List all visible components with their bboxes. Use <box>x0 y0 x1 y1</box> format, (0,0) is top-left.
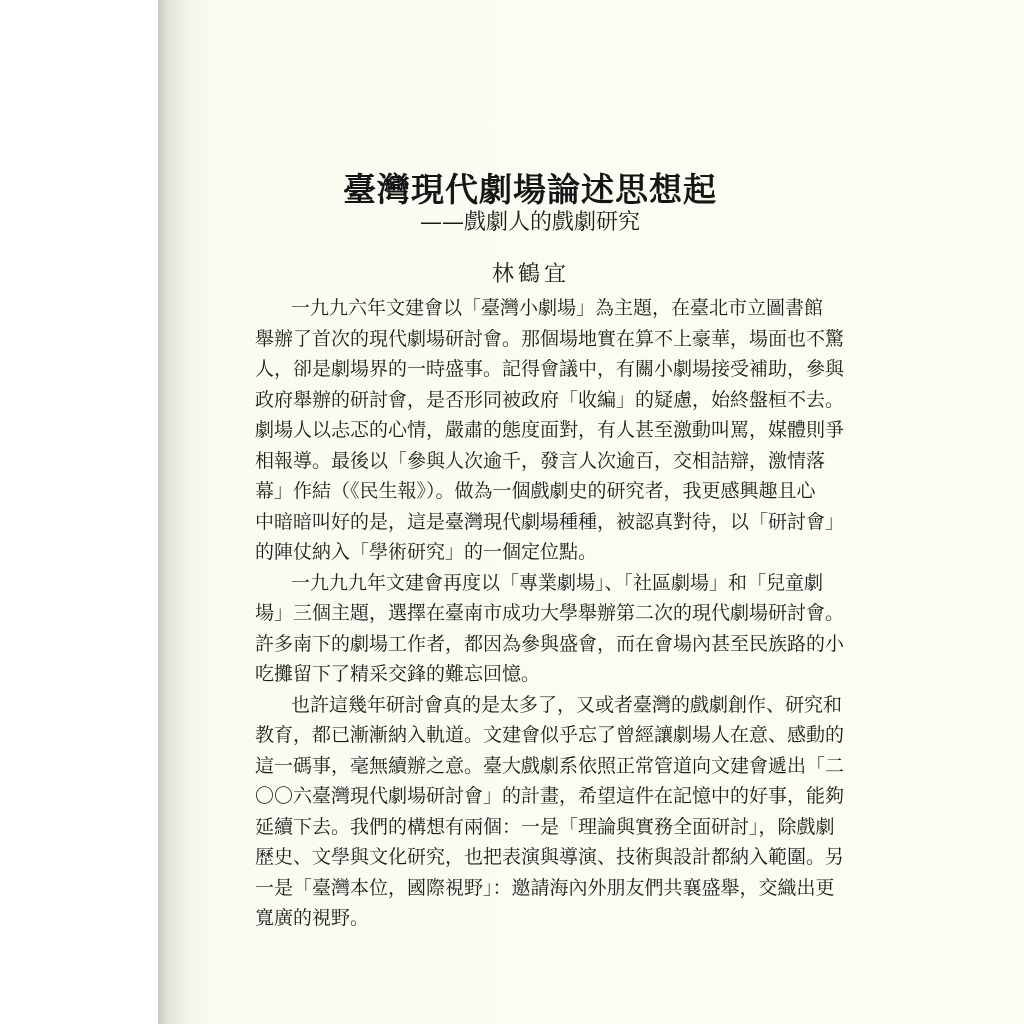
text-line: 〇〇六臺灣現代劇場研討會」的計畫，希望這件在記憶中的好事，能夠 <box>255 785 845 807</box>
text-line: 這一碼事，毫無續辦之意。臺大戲劇系依照正常管道向文建會遞出「二 <box>255 754 845 777</box>
paragraph <box>255 568 845 690</box>
scan-margin <box>0 0 158 1024</box>
text-line: 也許這幾年研討會真的是太多了，又或者臺灣的戲劇創作、研究和 <box>291 693 843 716</box>
text-line: 歷史、文學與文化研究，也把表演與導演、技術與設計都納入範圍。另 <box>255 846 845 868</box>
text-line: 一九九六年文建會以「臺灣小劇場」為主題，在臺北市立圖書館 <box>291 297 824 319</box>
text-line: 劇場人以忐忑的心情，嚴肅的態度面對，有人甚至激動叫罵，媒體則爭 <box>255 419 845 441</box>
paragraph <box>255 690 845 934</box>
article-subtitle: ——戲劇人的戲劇研究 <box>419 210 640 235</box>
text-line: 中暗暗叫好的是，這是臺灣現代劇場種種，被認真對待，以「研討會」 <box>255 510 845 533</box>
text-line: 幕」作結（《民生報》）。做為一個戲劇史的研究者，我更感興趣且心 <box>255 480 816 502</box>
text-line: 一是「臺灣本位，國際視野」：邀請海內外朋友們共襄盛舉，交織出更 <box>255 876 835 899</box>
text-line: 場」三個主題，選擇在臺南市成功大學舉辦第二次的現代劇場研討會。 <box>255 602 845 624</box>
text-line: 一九九九年文建會再度以「專業劇場」、「社區劇場」和「兒童劇 <box>291 571 824 594</box>
paragraph <box>255 293 845 568</box>
text-line: 相報導。最後以「參與人次逾千，發言人次逾百，交相詰辯，激情落 <box>255 449 826 472</box>
text-line: 舉辦了首次的現代劇場研討會。那個場地實在算不上豪華，場面也不驚 <box>255 327 845 350</box>
text-line: 延續下去。我們的構想有兩個：一是「理論與實務全面研討」，除戲劇 <box>255 815 835 838</box>
text-line: 教育，都已漸漸納入軌道。文建會似乎忘了曾經讓劇場人在意、感動的 <box>255 724 845 746</box>
text-line: 吃攤留下了精采交鋒的難忘回憶。 <box>255 663 541 685</box>
text-line: 寬廣的視野。 <box>255 907 370 929</box>
text-line: 政府舉辦的研討會，是否形同被政府「收編」的疑慮，始終盤桓不去。 <box>255 388 845 411</box>
text-line: 的陣仗納入「學術研究」的一個定位點。 <box>255 541 598 563</box>
author-name: 林鶴宜 <box>491 262 570 287</box>
text-line: 許多南下的劇場工作者，都因為參與盛會，而在會場內甚至民族路的小 <box>255 632 845 655</box>
text-line: 人，卻是劇場界的一時盛事。記得會議中，有關小劇場接受補助，參與 <box>255 358 845 380</box>
article-body <box>255 293 845 934</box>
article-title: 臺灣現代劇場論述思想起 <box>343 170 717 209</box>
